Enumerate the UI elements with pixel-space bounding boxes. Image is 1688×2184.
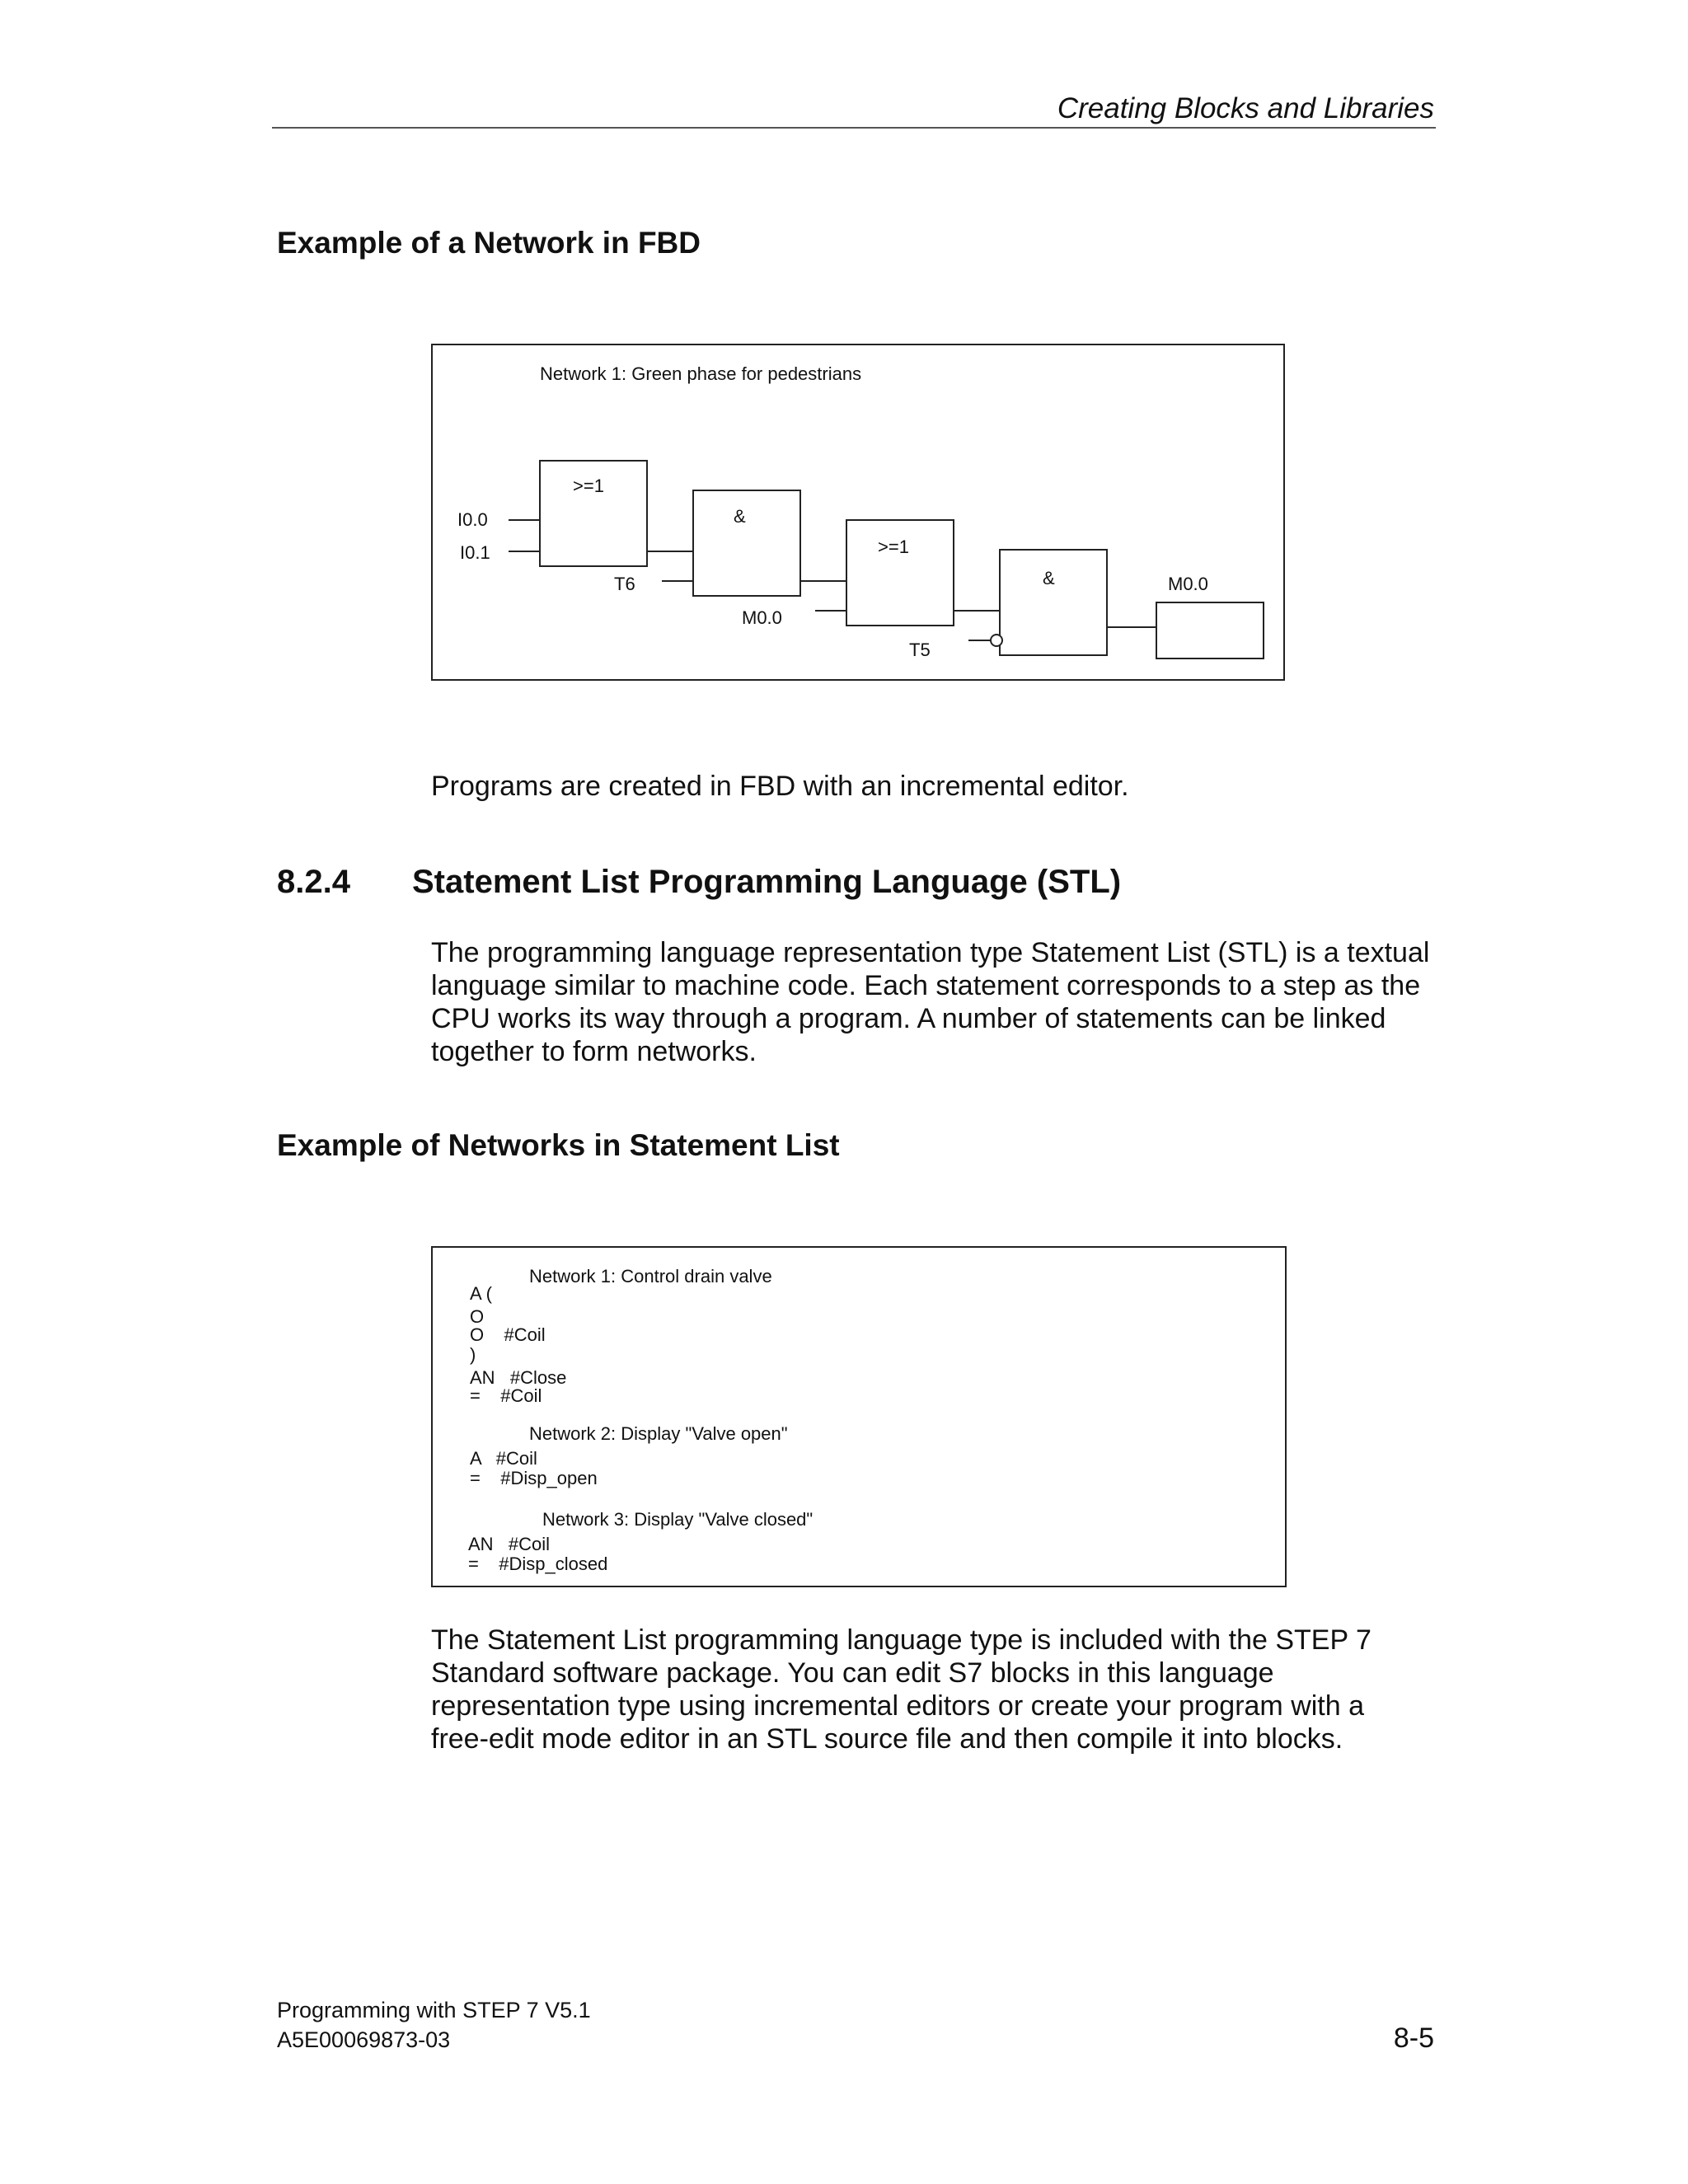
- page-number: 8-5: [1393, 2022, 1434, 2054]
- stl-closing-line: free-edit mode editor in an STL source file and then compile it into blocks.: [431, 1723, 1343, 1755]
- fbd-input-t5: T5: [909, 640, 931, 660]
- footer-manual-title: Programming with STEP 7 V5.1: [277, 1998, 591, 2022]
- stl-code-line: A #Coil: [470, 1448, 537, 1469]
- fbd-input-t6: T6: [614, 574, 635, 594]
- stl-closing-line: The Statement List programming language type is included with the STEP 7: [431, 1624, 1372, 1656]
- fbd-output-box: [1156, 602, 1264, 658]
- fbd-figure: [431, 344, 1285, 681]
- fbd-input-i00: I0.0: [457, 509, 488, 530]
- fbd-and-gate-2: [1000, 550, 1107, 655]
- fbd-and-gate-2-label: &: [1043, 568, 1055, 588]
- fbd-and-gate-1-label: &: [734, 506, 746, 527]
- stl-code-line: = #Disp_open: [470, 1468, 598, 1488]
- stl-code-line: = #Coil: [470, 1385, 542, 1406]
- stl-closing-line: Standard software package. You can edit S7 blocks in this language: [431, 1657, 1274, 1689]
- fbd-input-i01: I0.1: [460, 542, 490, 563]
- stl-code-line: O #Coil: [470, 1324, 546, 1345]
- fbd-diagram: [433, 345, 1283, 679]
- section-number: 8.2.4: [277, 864, 350, 900]
- stl-closing-line: representation type using incremental editors or create your program with a: [431, 1690, 1365, 1722]
- stl-intro-line: The programming language representation type Statement List (STL) is a textual: [431, 937, 1430, 968]
- fbd-or-gate-1-label: >=1: [573, 476, 604, 496]
- stl-network-1-title: Network 1: Control drain valve: [529, 1266, 772, 1286]
- fbd-caption: Programs are created in FBD with an incremental editor.: [431, 771, 1129, 802]
- stl-code-line: A (: [470, 1283, 492, 1304]
- stl-listing-figure: [431, 1246, 1287, 1587]
- fbd-example-heading: Example of a Network in FBD: [277, 226, 701, 260]
- stl-intro-line: CPU works its way through a program. A number of statements can be linked: [431, 1003, 1386, 1034]
- stl-network-2-title: Network 2: Display "Valve open": [529, 1423, 788, 1444]
- fbd-negation-circle: [991, 635, 1002, 646]
- fbd-and-gate-1: [693, 490, 800, 596]
- stl-closing-paragraph: [431, 1624, 1445, 1755]
- stl-code-line: ): [470, 1344, 476, 1365]
- stl-intro-line: language similar to machine code. Each statement corresponds to a step as the: [431, 970, 1421, 1001]
- fbd-network-title: Network 1: Green phase for pedestrians: [540, 363, 862, 384]
- footer-doc-number: A5E00069873-03: [277, 2027, 451, 2052]
- section-title: Statement List Programming Language (STL): [412, 864, 1122, 900]
- stl-intro-line: together to form networks.: [431, 1036, 757, 1067]
- fbd-input-m00: M0.0: [742, 607, 782, 628]
- stl-example-heading: Example of Networks in Statement List: [277, 1128, 840, 1162]
- running-header: Creating Blocks and Libraries: [1057, 92, 1434, 124]
- stl-code-line: O: [470, 1306, 485, 1327]
- stl-code-line: AN #Coil: [468, 1534, 551, 1554]
- stl-intro-paragraph: [431, 936, 1445, 1068]
- stl-code-line: AN #Close: [470, 1367, 567, 1388]
- fbd-output-m00: M0.0: [1168, 574, 1208, 594]
- header-rule: [272, 127, 1436, 129]
- fbd-or-gate-2-label: >=1: [878, 537, 909, 557]
- stl-code-line: = #Disp_closed: [468, 1554, 608, 1574]
- stl-network-3-title: Network 3: Display "Valve closed": [542, 1509, 814, 1530]
